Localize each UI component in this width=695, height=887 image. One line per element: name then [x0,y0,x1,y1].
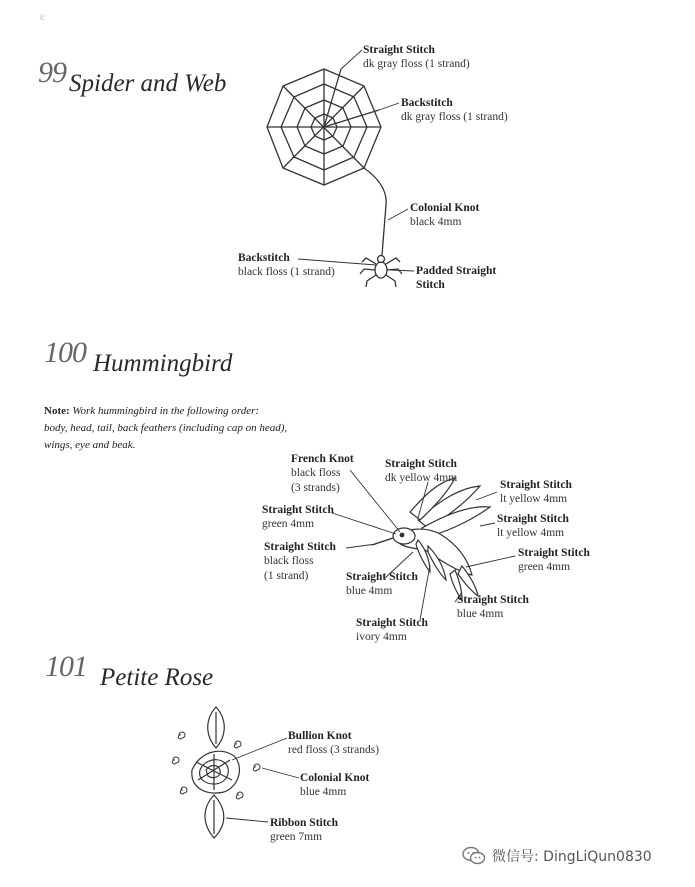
label-straight-stitch-blue-1: Straight Stitch blue 4mm [346,571,418,597]
label-ribbon-stitch: Ribbon Stitch green 7mm [270,817,339,843]
hummingbird-note: Note: Work hummingbird in the following order: body, head, tail, back feathers (including cap on head), wings, eye and beak. [44,405,288,451]
spider-drawing [360,168,402,287]
label-straight-stitch-ivory: Straight Stitch ivory 4mm [356,617,428,643]
section-100-number: 100 [44,336,86,369]
page-mark: ε [40,11,45,23]
label-french-knot: French Knot black floss (3 strands) [291,453,354,494]
label-straight-stitch-black-floss: Straight Stitch black floss (1 strand) [264,541,336,582]
label-straight-stitch-green-2: Straight Stitch green 4mm [518,547,590,573]
label-straight-stitch-blue-2: Straight Stitch blue 4mm [457,594,529,620]
label-straight-stitch-lt-yellow-1: Straight Stitch lt yellow 4mm [500,479,572,505]
section-101-number: 101 [45,650,87,683]
label-straight-stitch-dk-yellow: Straight Stitch dk yellow 4mm [385,458,458,484]
watermark-text: 微信号: DingLiQun0830 [492,849,652,865]
label-colonial-knot-spider: Colonial Knot black 4mm [410,202,480,228]
label-straight-stitch-web: Straight Stitch dk gray floss (1 strand) [363,44,470,70]
label-straight-stitch-green-1: Straight Stitch green 4mm [262,504,334,530]
label-bullion-knot: Bullion Knot red floss (3 strands) [288,730,380,756]
section-99-title: Spider and Web [69,70,227,97]
label-colonial-knot-rose: Colonial Knot blue 4mm [300,772,370,798]
label-backstitch-legs: Backstitch black floss (1 strand) [238,252,335,278]
spider-web-drawing [267,69,381,185]
section-99-number: 99 [38,56,66,89]
section-100-title: Hummingbird [93,350,233,377]
label-straight-stitch-lt-yellow-2: Straight Stitch lt yellow 4mm [497,513,569,539]
section-101-title: Petite Rose [100,664,214,691]
label-backstitch-web: Backstitch dk gray floss (1 strand) [401,97,508,123]
watermark [462,846,652,866]
note-label: Note: [44,405,70,417]
label-padded-straight-stitch: Padded Straight Stitch [416,265,497,291]
wechat-icon [462,846,486,866]
